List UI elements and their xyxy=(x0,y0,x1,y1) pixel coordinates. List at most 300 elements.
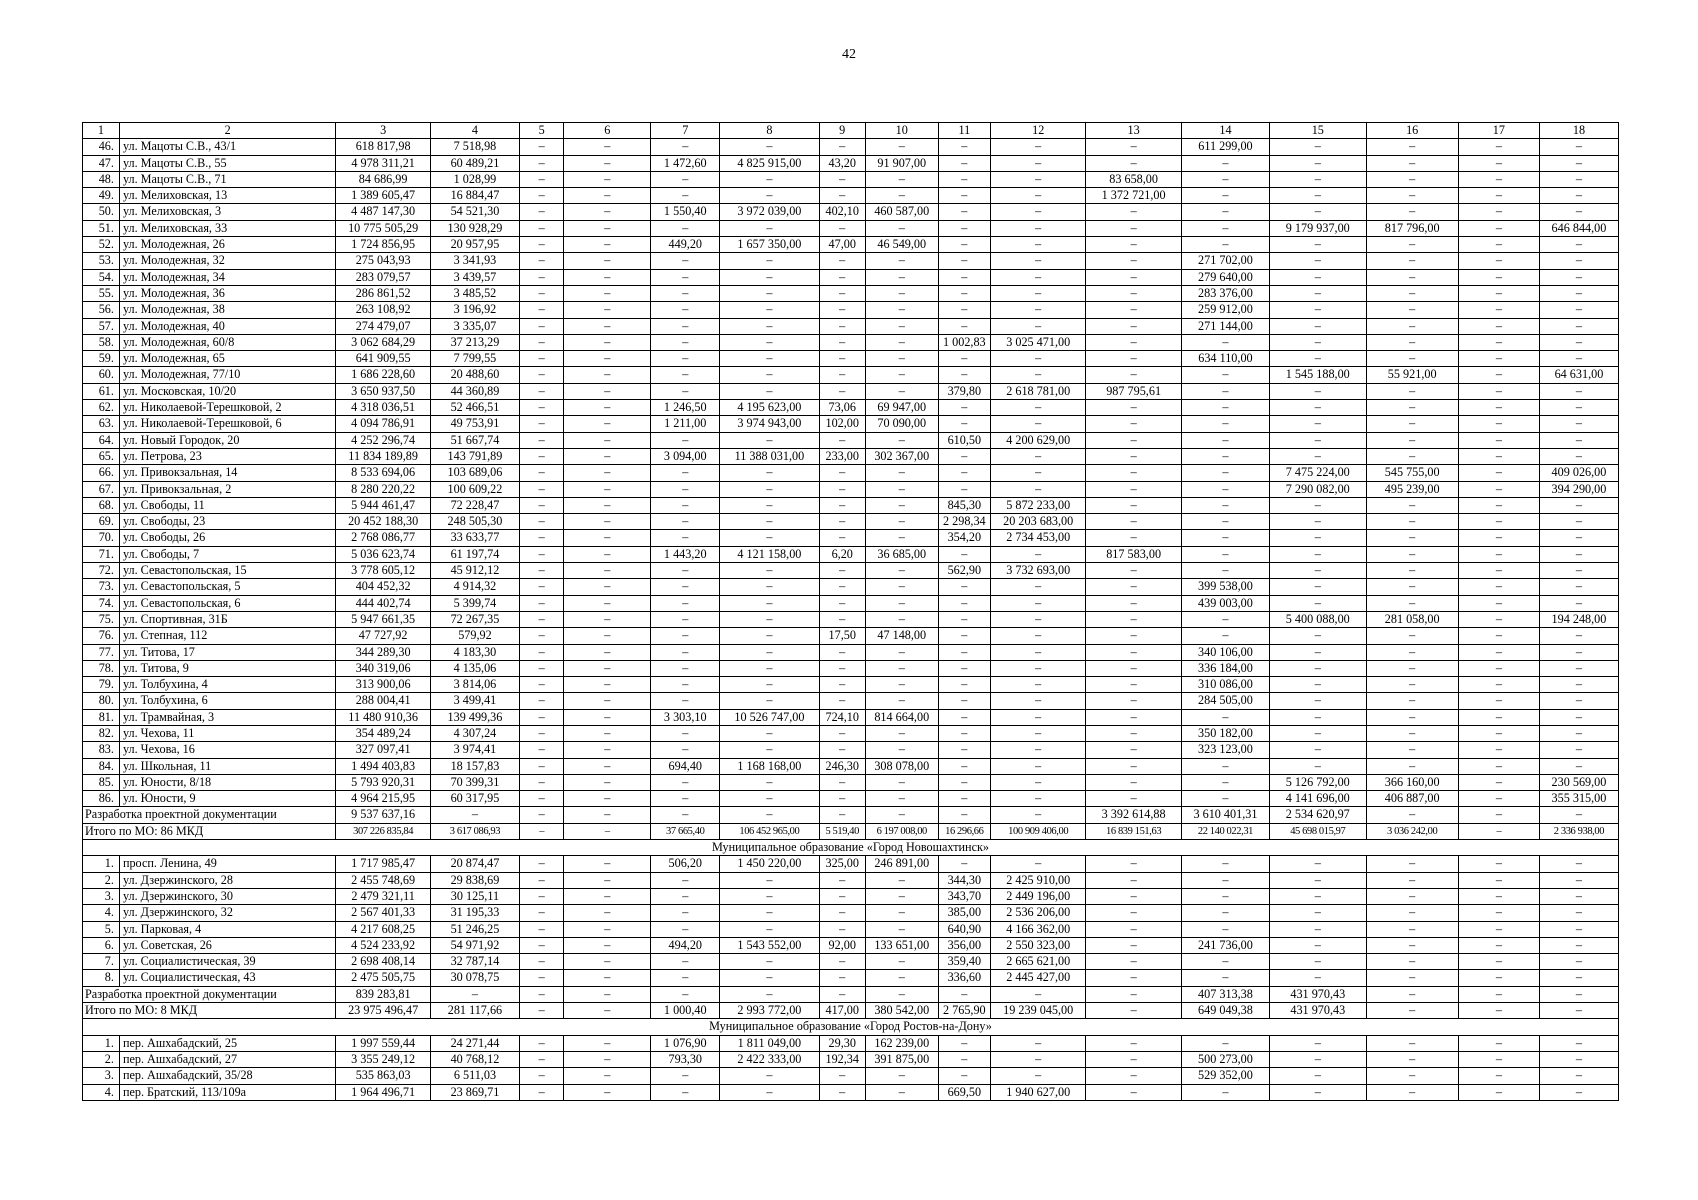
row-number-cell: 71. xyxy=(83,546,120,562)
value-cell: – xyxy=(564,905,651,921)
value-cell: – xyxy=(1539,660,1618,676)
value-cell: 355 315,00 xyxy=(1539,791,1618,807)
row-number-cell: 85. xyxy=(83,774,120,790)
value-cell: 3 062 684,29 xyxy=(336,334,430,350)
value-cell: – xyxy=(990,400,1085,416)
address-cell: ул. Дзержинского, 28 xyxy=(119,872,335,888)
summary-value-cell: 1 000,40 xyxy=(651,1003,720,1019)
value-cell: 4 166 362,00 xyxy=(990,921,1085,937)
value-cell: 2 550 323,00 xyxy=(990,937,1085,953)
value-cell: – xyxy=(1366,677,1458,693)
value-cell: 845,30 xyxy=(938,497,990,513)
address-cell: ул. Дзержинского, 30 xyxy=(119,888,335,904)
capital-repair-table xyxy=(82,122,1619,1101)
value-cell: – xyxy=(520,432,564,448)
value-cell: 4 524 233,92 xyxy=(336,937,430,953)
value-cell: 5 947 661,35 xyxy=(336,611,430,627)
value-cell: – xyxy=(1270,334,1366,350)
value-cell: 611 299,00 xyxy=(1181,139,1269,155)
table-row xyxy=(83,628,1619,644)
summary-value-cell: – xyxy=(1366,807,1458,823)
value-cell: – xyxy=(1366,253,1458,269)
value-cell: 399 538,00 xyxy=(1181,579,1269,595)
value-cell: 2 298,34 xyxy=(938,514,990,530)
value-cell: – xyxy=(990,660,1085,676)
value-cell: – xyxy=(720,253,820,269)
value-cell: 20 452 188,30 xyxy=(336,514,430,530)
value-cell: – xyxy=(1458,628,1539,644)
value-cell: – xyxy=(520,693,564,709)
summary-value-cell: – xyxy=(651,986,720,1002)
value-cell: – xyxy=(1539,872,1618,888)
address-cell: ул. Титова, 9 xyxy=(119,660,335,676)
value-cell: – xyxy=(819,530,865,546)
table-row xyxy=(83,204,1619,220)
value-cell: – xyxy=(819,791,865,807)
value-cell: – xyxy=(651,872,720,888)
value-cell: – xyxy=(819,595,865,611)
value-cell: – xyxy=(1270,872,1366,888)
value-cell: – xyxy=(1270,856,1366,872)
value-cell: – xyxy=(1458,367,1539,383)
value-cell: – xyxy=(1366,318,1458,334)
value-cell: – xyxy=(564,954,651,970)
value-cell: – xyxy=(1366,644,1458,660)
value-cell: 1 028,99 xyxy=(430,171,519,187)
value-cell: – xyxy=(1270,285,1366,301)
value-cell: – xyxy=(819,774,865,790)
value-cell: – xyxy=(1458,302,1539,318)
address-cell: ул. Московская, 10/20 xyxy=(119,383,335,399)
value-cell: – xyxy=(990,546,1085,562)
value-cell: 103 689,06 xyxy=(430,465,519,481)
summary-value-cell: 5 519,40 xyxy=(819,823,865,839)
value-cell: – xyxy=(819,579,865,595)
value-cell: – xyxy=(651,888,720,904)
value-cell: – xyxy=(520,448,564,464)
value-cell: 618 817,98 xyxy=(336,139,430,155)
value-cell: – xyxy=(520,725,564,741)
value-cell: – xyxy=(1458,237,1539,253)
value-cell: – xyxy=(1181,563,1269,579)
value-cell: – xyxy=(1270,302,1366,318)
value-cell: – xyxy=(938,856,990,872)
value-cell: 5 036 623,74 xyxy=(336,546,430,562)
table-row xyxy=(83,383,1619,399)
value-cell: – xyxy=(1458,660,1539,676)
value-cell: 1 724 856,95 xyxy=(336,237,430,253)
value-cell: – xyxy=(1458,400,1539,416)
value-cell: – xyxy=(564,530,651,546)
table-row xyxy=(83,546,1619,562)
value-cell: – xyxy=(865,644,938,660)
address-cell: ул. Социалистическая, 39 xyxy=(119,954,335,970)
value-cell: – xyxy=(990,481,1085,497)
section-header-cell: Муниципальное образование «Город Новошахтинск» xyxy=(83,840,1619,856)
table-row xyxy=(83,725,1619,741)
value-cell: – xyxy=(1086,758,1181,774)
address-cell: ул. Титова, 17 xyxy=(119,644,335,660)
value-cell: – xyxy=(1181,791,1269,807)
summary-value-cell: 19 239 045,00 xyxy=(990,1003,1085,1019)
value-cell: – xyxy=(1458,155,1539,171)
value-cell: – xyxy=(1181,432,1269,448)
value-cell: 263 108,92 xyxy=(336,302,430,318)
value-cell: – xyxy=(1086,416,1181,432)
address-cell: ул. Трамвайная, 3 xyxy=(119,709,335,725)
value-cell: 70 090,00 xyxy=(865,416,938,432)
table-row xyxy=(83,530,1619,546)
value-cell: – xyxy=(720,220,820,236)
row-number-cell: 70. xyxy=(83,530,120,546)
value-cell: – xyxy=(1181,1035,1269,1051)
summary-value-cell: 2 534 620,97 xyxy=(1270,807,1366,823)
row-number-cell: 4. xyxy=(83,905,120,921)
value-cell: – xyxy=(1270,383,1366,399)
section-header-row xyxy=(83,1019,1619,1035)
value-cell: – xyxy=(651,579,720,595)
value-cell: 20 874,47 xyxy=(430,856,519,872)
value-cell: – xyxy=(720,628,820,644)
value-cell: – xyxy=(1181,774,1269,790)
value-cell: – xyxy=(990,595,1085,611)
page-number: 42 xyxy=(842,47,856,62)
value-cell: 460 587,00 xyxy=(865,204,938,220)
table-row xyxy=(83,742,1619,758)
summary-value-cell: – xyxy=(430,986,519,1002)
value-cell: – xyxy=(520,758,564,774)
value-cell: – xyxy=(564,155,651,171)
value-cell: – xyxy=(1458,1051,1539,1067)
value-cell: – xyxy=(1086,530,1181,546)
value-cell: – xyxy=(1539,285,1618,301)
value-cell: 1 168 168,00 xyxy=(720,758,820,774)
value-cell: 2 455 748,69 xyxy=(336,872,430,888)
value-cell: 340 319,06 xyxy=(336,660,430,676)
value-cell: 641 909,55 xyxy=(336,351,430,367)
value-cell: – xyxy=(1366,1051,1458,1067)
value-cell: – xyxy=(1539,709,1618,725)
value-cell: 391 875,00 xyxy=(865,1051,938,1067)
value-cell: 344,30 xyxy=(938,872,990,888)
value-cell: – xyxy=(520,921,564,937)
value-cell: – xyxy=(1086,253,1181,269)
value-cell: – xyxy=(938,237,990,253)
value-cell: – xyxy=(564,448,651,464)
value-cell: – xyxy=(720,1084,820,1100)
value-cell: – xyxy=(1181,383,1269,399)
value-cell: 37 213,29 xyxy=(430,334,519,350)
summary-value-cell: – xyxy=(938,807,990,823)
value-cell: – xyxy=(720,579,820,595)
value-cell: – xyxy=(865,383,938,399)
address-cell: ул. Молодежная, 36 xyxy=(119,285,335,301)
value-cell: – xyxy=(990,237,1085,253)
value-cell: – xyxy=(1539,237,1618,253)
value-cell: – xyxy=(720,302,820,318)
value-cell: – xyxy=(1458,709,1539,725)
summary-value-cell: – xyxy=(1458,986,1539,1002)
value-cell: – xyxy=(1539,921,1618,937)
value-cell: 987 795,61 xyxy=(1086,383,1181,399)
value-cell: – xyxy=(564,269,651,285)
value-cell: 439 003,00 xyxy=(1181,595,1269,611)
value-cell: – xyxy=(651,285,720,301)
value-cell: – xyxy=(520,856,564,872)
value-cell: 817 583,00 xyxy=(1086,546,1181,562)
value-cell: – xyxy=(564,791,651,807)
row-number-cell: 57. xyxy=(83,318,120,334)
value-cell: 409 026,00 xyxy=(1539,465,1618,481)
value-cell: – xyxy=(990,220,1085,236)
value-cell: – xyxy=(1458,888,1539,904)
summary-value-cell: – xyxy=(819,986,865,1002)
value-cell: 366 160,00 xyxy=(1366,774,1458,790)
value-cell: – xyxy=(1458,579,1539,595)
value-cell: – xyxy=(1539,742,1618,758)
value-cell: – xyxy=(1086,742,1181,758)
value-cell: – xyxy=(1366,693,1458,709)
value-cell: – xyxy=(819,465,865,481)
value-cell: – xyxy=(819,888,865,904)
value-cell: – xyxy=(1539,383,1618,399)
value-cell: – xyxy=(1086,497,1181,513)
table-row xyxy=(83,888,1619,904)
value-cell: – xyxy=(938,220,990,236)
value-cell: – xyxy=(520,351,564,367)
value-cell: – xyxy=(1270,416,1366,432)
value-cell: – xyxy=(1539,595,1618,611)
value-cell: 640,90 xyxy=(938,921,990,937)
value-cell: – xyxy=(720,742,820,758)
row-number-cell: 77. xyxy=(83,644,120,660)
value-cell: 793,30 xyxy=(651,1051,720,1067)
value-cell: – xyxy=(1458,970,1539,986)
value-cell: – xyxy=(1086,644,1181,660)
value-cell: – xyxy=(1539,954,1618,970)
value-cell: 143 791,89 xyxy=(430,448,519,464)
value-cell: 4 487 147,30 xyxy=(336,204,430,220)
row-number-cell: 73. xyxy=(83,579,120,595)
value-cell: – xyxy=(865,563,938,579)
value-cell: – xyxy=(1086,237,1181,253)
value-cell: – xyxy=(1458,351,1539,367)
value-cell: 69 947,00 xyxy=(865,400,938,416)
value-cell: – xyxy=(520,1035,564,1051)
value-cell: – xyxy=(819,693,865,709)
value-cell: 2 425 910,00 xyxy=(990,872,1085,888)
value-cell: – xyxy=(1539,1068,1618,1084)
value-cell: – xyxy=(1539,318,1618,334)
value-cell: – xyxy=(1086,432,1181,448)
value-cell: – xyxy=(819,742,865,758)
value-cell: – xyxy=(990,465,1085,481)
value-cell: 1 076,90 xyxy=(651,1035,720,1051)
table-row xyxy=(83,188,1619,204)
table-row xyxy=(83,302,1619,318)
value-cell: – xyxy=(1270,644,1366,660)
value-cell: 29,30 xyxy=(819,1035,865,1051)
value-cell: – xyxy=(1086,481,1181,497)
row-number-cell: 49. xyxy=(83,188,120,204)
value-cell: – xyxy=(1366,1084,1458,1100)
value-cell: – xyxy=(1086,400,1181,416)
summary-value-cell: – xyxy=(1366,1003,1458,1019)
value-cell: – xyxy=(651,954,720,970)
value-cell: 32 787,14 xyxy=(430,954,519,970)
column-number-cell: 2 xyxy=(119,123,335,139)
value-cell: 194 248,00 xyxy=(1539,611,1618,627)
row-number-cell: 67. xyxy=(83,481,120,497)
value-cell: – xyxy=(1366,139,1458,155)
value-cell: 1 940 627,00 xyxy=(990,1084,1085,1100)
value-cell: – xyxy=(651,921,720,937)
value-cell: – xyxy=(865,791,938,807)
value-cell: 10 775 505,29 xyxy=(336,220,430,236)
value-cell: – xyxy=(1366,155,1458,171)
summary-value-cell: – xyxy=(865,807,938,823)
value-cell: – xyxy=(520,400,564,416)
value-cell: – xyxy=(819,367,865,383)
column-number-cell: 15 xyxy=(1270,123,1366,139)
value-cell: – xyxy=(1086,302,1181,318)
value-cell: – xyxy=(520,383,564,399)
value-cell: – xyxy=(651,791,720,807)
row-number-cell: 55. xyxy=(83,285,120,301)
value-cell: – xyxy=(1086,465,1181,481)
summary-label-cell: Разработка проектной документации xyxy=(83,807,336,823)
value-cell: – xyxy=(938,579,990,595)
address-cell: ул. Свободы, 11 xyxy=(119,497,335,513)
row-number-cell: 84. xyxy=(83,758,120,774)
value-cell: – xyxy=(1458,921,1539,937)
value-cell: – xyxy=(720,563,820,579)
value-cell: 535 863,03 xyxy=(336,1068,430,1084)
address-cell: ул. Молодежная, 40 xyxy=(119,318,335,334)
value-cell: 2 618 781,00 xyxy=(990,383,1085,399)
summary-value-cell: – xyxy=(1458,1003,1539,1019)
row-number-cell: 80. xyxy=(83,693,120,709)
value-cell: – xyxy=(720,514,820,530)
value-cell: 4 318 036,51 xyxy=(336,400,430,416)
value-cell: – xyxy=(520,546,564,562)
address-cell: ул. Николаевой-Терешковой, 6 xyxy=(119,416,335,432)
value-cell: – xyxy=(1086,905,1181,921)
value-cell: 133 651,00 xyxy=(865,937,938,953)
value-cell: – xyxy=(1539,334,1618,350)
value-cell: – xyxy=(938,318,990,334)
value-cell: 283 376,00 xyxy=(1181,285,1269,301)
value-cell: 4 094 786,91 xyxy=(336,416,430,432)
value-cell: – xyxy=(865,905,938,921)
table-row xyxy=(83,774,1619,790)
value-cell: – xyxy=(1539,644,1618,660)
value-cell: 3 974,41 xyxy=(430,742,519,758)
value-cell: – xyxy=(865,742,938,758)
value-cell: – xyxy=(651,253,720,269)
value-cell: – xyxy=(1458,514,1539,530)
value-cell: – xyxy=(1270,677,1366,693)
value-cell: – xyxy=(1086,970,1181,986)
value-cell: 3 439,57 xyxy=(430,269,519,285)
row-number-cell: 59. xyxy=(83,351,120,367)
value-cell: – xyxy=(520,888,564,904)
value-cell: 3 335,07 xyxy=(430,318,519,334)
value-cell: – xyxy=(865,677,938,693)
address-cell: ул. Мелиховская, 3 xyxy=(119,204,335,220)
value-cell: – xyxy=(990,758,1085,774)
value-cell: – xyxy=(720,660,820,676)
summary-value-cell: – xyxy=(1539,1003,1618,1019)
value-cell: – xyxy=(990,204,1085,220)
value-cell: – xyxy=(938,269,990,285)
value-cell: – xyxy=(938,660,990,676)
value-cell: 23 869,71 xyxy=(430,1084,519,1100)
value-cell: – xyxy=(819,514,865,530)
value-cell: – xyxy=(564,628,651,644)
table-row xyxy=(83,595,1619,611)
value-cell: 5 793 920,31 xyxy=(336,774,430,790)
value-cell: 33 633,77 xyxy=(430,530,519,546)
value-cell: – xyxy=(651,432,720,448)
value-cell: – xyxy=(1539,563,1618,579)
value-cell: – xyxy=(564,139,651,155)
value-cell: – xyxy=(1539,888,1618,904)
value-cell: – xyxy=(1181,497,1269,513)
value-cell: – xyxy=(1181,155,1269,171)
value-cell: 1 211,00 xyxy=(651,416,720,432)
value-cell: – xyxy=(1366,709,1458,725)
value-cell: 259 912,00 xyxy=(1181,302,1269,318)
value-cell: – xyxy=(990,742,1085,758)
value-cell: – xyxy=(1539,628,1618,644)
address-cell: пер. Ашхабадский, 35/28 xyxy=(119,1068,335,1084)
value-cell: – xyxy=(1270,579,1366,595)
value-cell: 2 445 427,00 xyxy=(990,970,1085,986)
value-cell: 54 521,30 xyxy=(430,204,519,220)
value-cell: – xyxy=(720,921,820,937)
value-cell: – xyxy=(520,269,564,285)
summary-value-cell: – xyxy=(819,807,865,823)
value-cell: – xyxy=(1086,611,1181,627)
value-cell: – xyxy=(564,302,651,318)
value-cell: – xyxy=(1086,579,1181,595)
value-cell: 4 964 215,95 xyxy=(336,791,430,807)
value-cell: – xyxy=(720,725,820,741)
value-cell: – xyxy=(1086,628,1181,644)
value-cell: 162 239,00 xyxy=(865,1035,938,1051)
value-cell: – xyxy=(1270,269,1366,285)
value-cell: – xyxy=(1181,481,1269,497)
value-cell: – xyxy=(938,448,990,464)
row-number-cell: 47. xyxy=(83,155,120,171)
value-cell: – xyxy=(1181,400,1269,416)
value-cell: – xyxy=(1366,888,1458,904)
value-cell: – xyxy=(865,432,938,448)
value-cell: – xyxy=(720,905,820,921)
value-cell: – xyxy=(990,367,1085,383)
value-cell: – xyxy=(720,872,820,888)
value-cell: – xyxy=(990,171,1085,187)
value-cell: – xyxy=(938,546,990,562)
value-cell: – xyxy=(1270,188,1366,204)
row-number-cell: 69. xyxy=(83,514,120,530)
value-cell: 51 667,74 xyxy=(430,432,519,448)
column-number-cell: 7 xyxy=(651,123,720,139)
row-number-cell: 6. xyxy=(83,937,120,953)
row-number-cell: 81. xyxy=(83,709,120,725)
value-cell: – xyxy=(990,693,1085,709)
